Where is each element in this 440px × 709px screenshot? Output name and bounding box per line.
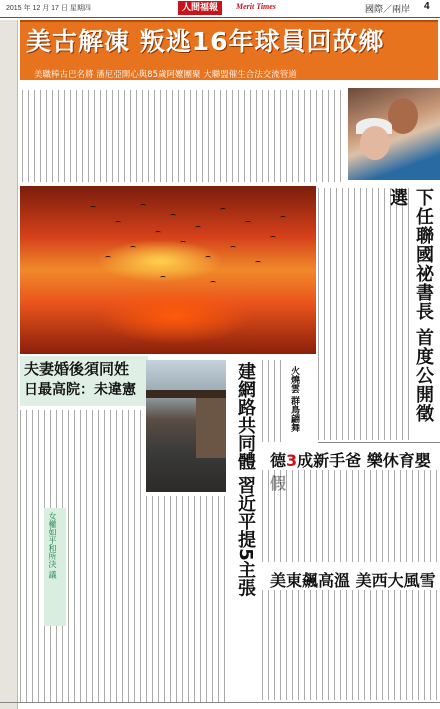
bird [90, 206, 96, 209]
germany-headline-number: 3 [286, 451, 298, 470]
bird [205, 256, 211, 259]
family-reunion-photo [348, 88, 440, 180]
germany-headline-suffix: 成新手爸 樂休育嬰 [297, 451, 431, 470]
caption-body [262, 360, 286, 442]
photo-caption-title: 火燒雲 群鳥翩舞 [289, 366, 299, 433]
bird [180, 241, 186, 244]
bird [210, 281, 216, 284]
bird [105, 256, 111, 259]
japan-headline-line1: 夫妻婚後須同姓 [24, 360, 130, 378]
left-gutter [0, 20, 18, 709]
un-headline: 下任聯國祕書長 首度公開徵選 [387, 188, 434, 424]
bird [195, 226, 201, 229]
japan-headline-line2: 日最高院：未違憲 [24, 382, 136, 398]
bird [245, 221, 251, 224]
bird [155, 231, 161, 234]
lead-subheadline: 美職棒古巴名將 潘尼亞開心與85歲阿嬤團聚 大聯盟催生合法交流管道 [34, 70, 297, 80]
bird [170, 214, 176, 217]
lead-headline: 美古解凍 叛逃16年球員回故鄉 [26, 27, 385, 56]
internet-headline: 建網路共同體 習近平提5主張 [235, 362, 256, 597]
section-name: 國際／兩岸 [365, 4, 411, 14]
page-footer [0, 702, 440, 709]
bird [220, 208, 226, 211]
germany-headline-prefix: 德 [270, 451, 287, 470]
bird [270, 236, 276, 239]
bird [130, 246, 136, 249]
newspaper-logo-english: Merit Times [236, 2, 276, 11]
us-weather-headline: 美東飆高溫 美西大風雪 [270, 571, 436, 590]
lead-article-body [22, 90, 346, 182]
divider [318, 442, 440, 443]
bird [115, 221, 121, 224]
bird [255, 261, 261, 264]
issue-date: 2015 年 12 月 17 日 星期四 [6, 5, 91, 12]
sunset-birds-photo [20, 186, 316, 354]
bird [140, 204, 146, 207]
germany-article-body [262, 470, 438, 562]
japan-article-body [20, 410, 144, 702]
page-number: 4 [424, 1, 430, 12]
japan-sidebar-text: 女權如平和所決 議 [48, 512, 57, 579]
bird [280, 216, 286, 219]
us-weather-article-body [262, 590, 438, 700]
bird [230, 246, 236, 249]
un-article-body [318, 188, 412, 440]
wuzhen-street-photo [146, 360, 226, 492]
bird [160, 276, 166, 279]
newspaper-logo: 人間福報 [178, 1, 222, 15]
internet-article-body [146, 496, 230, 702]
